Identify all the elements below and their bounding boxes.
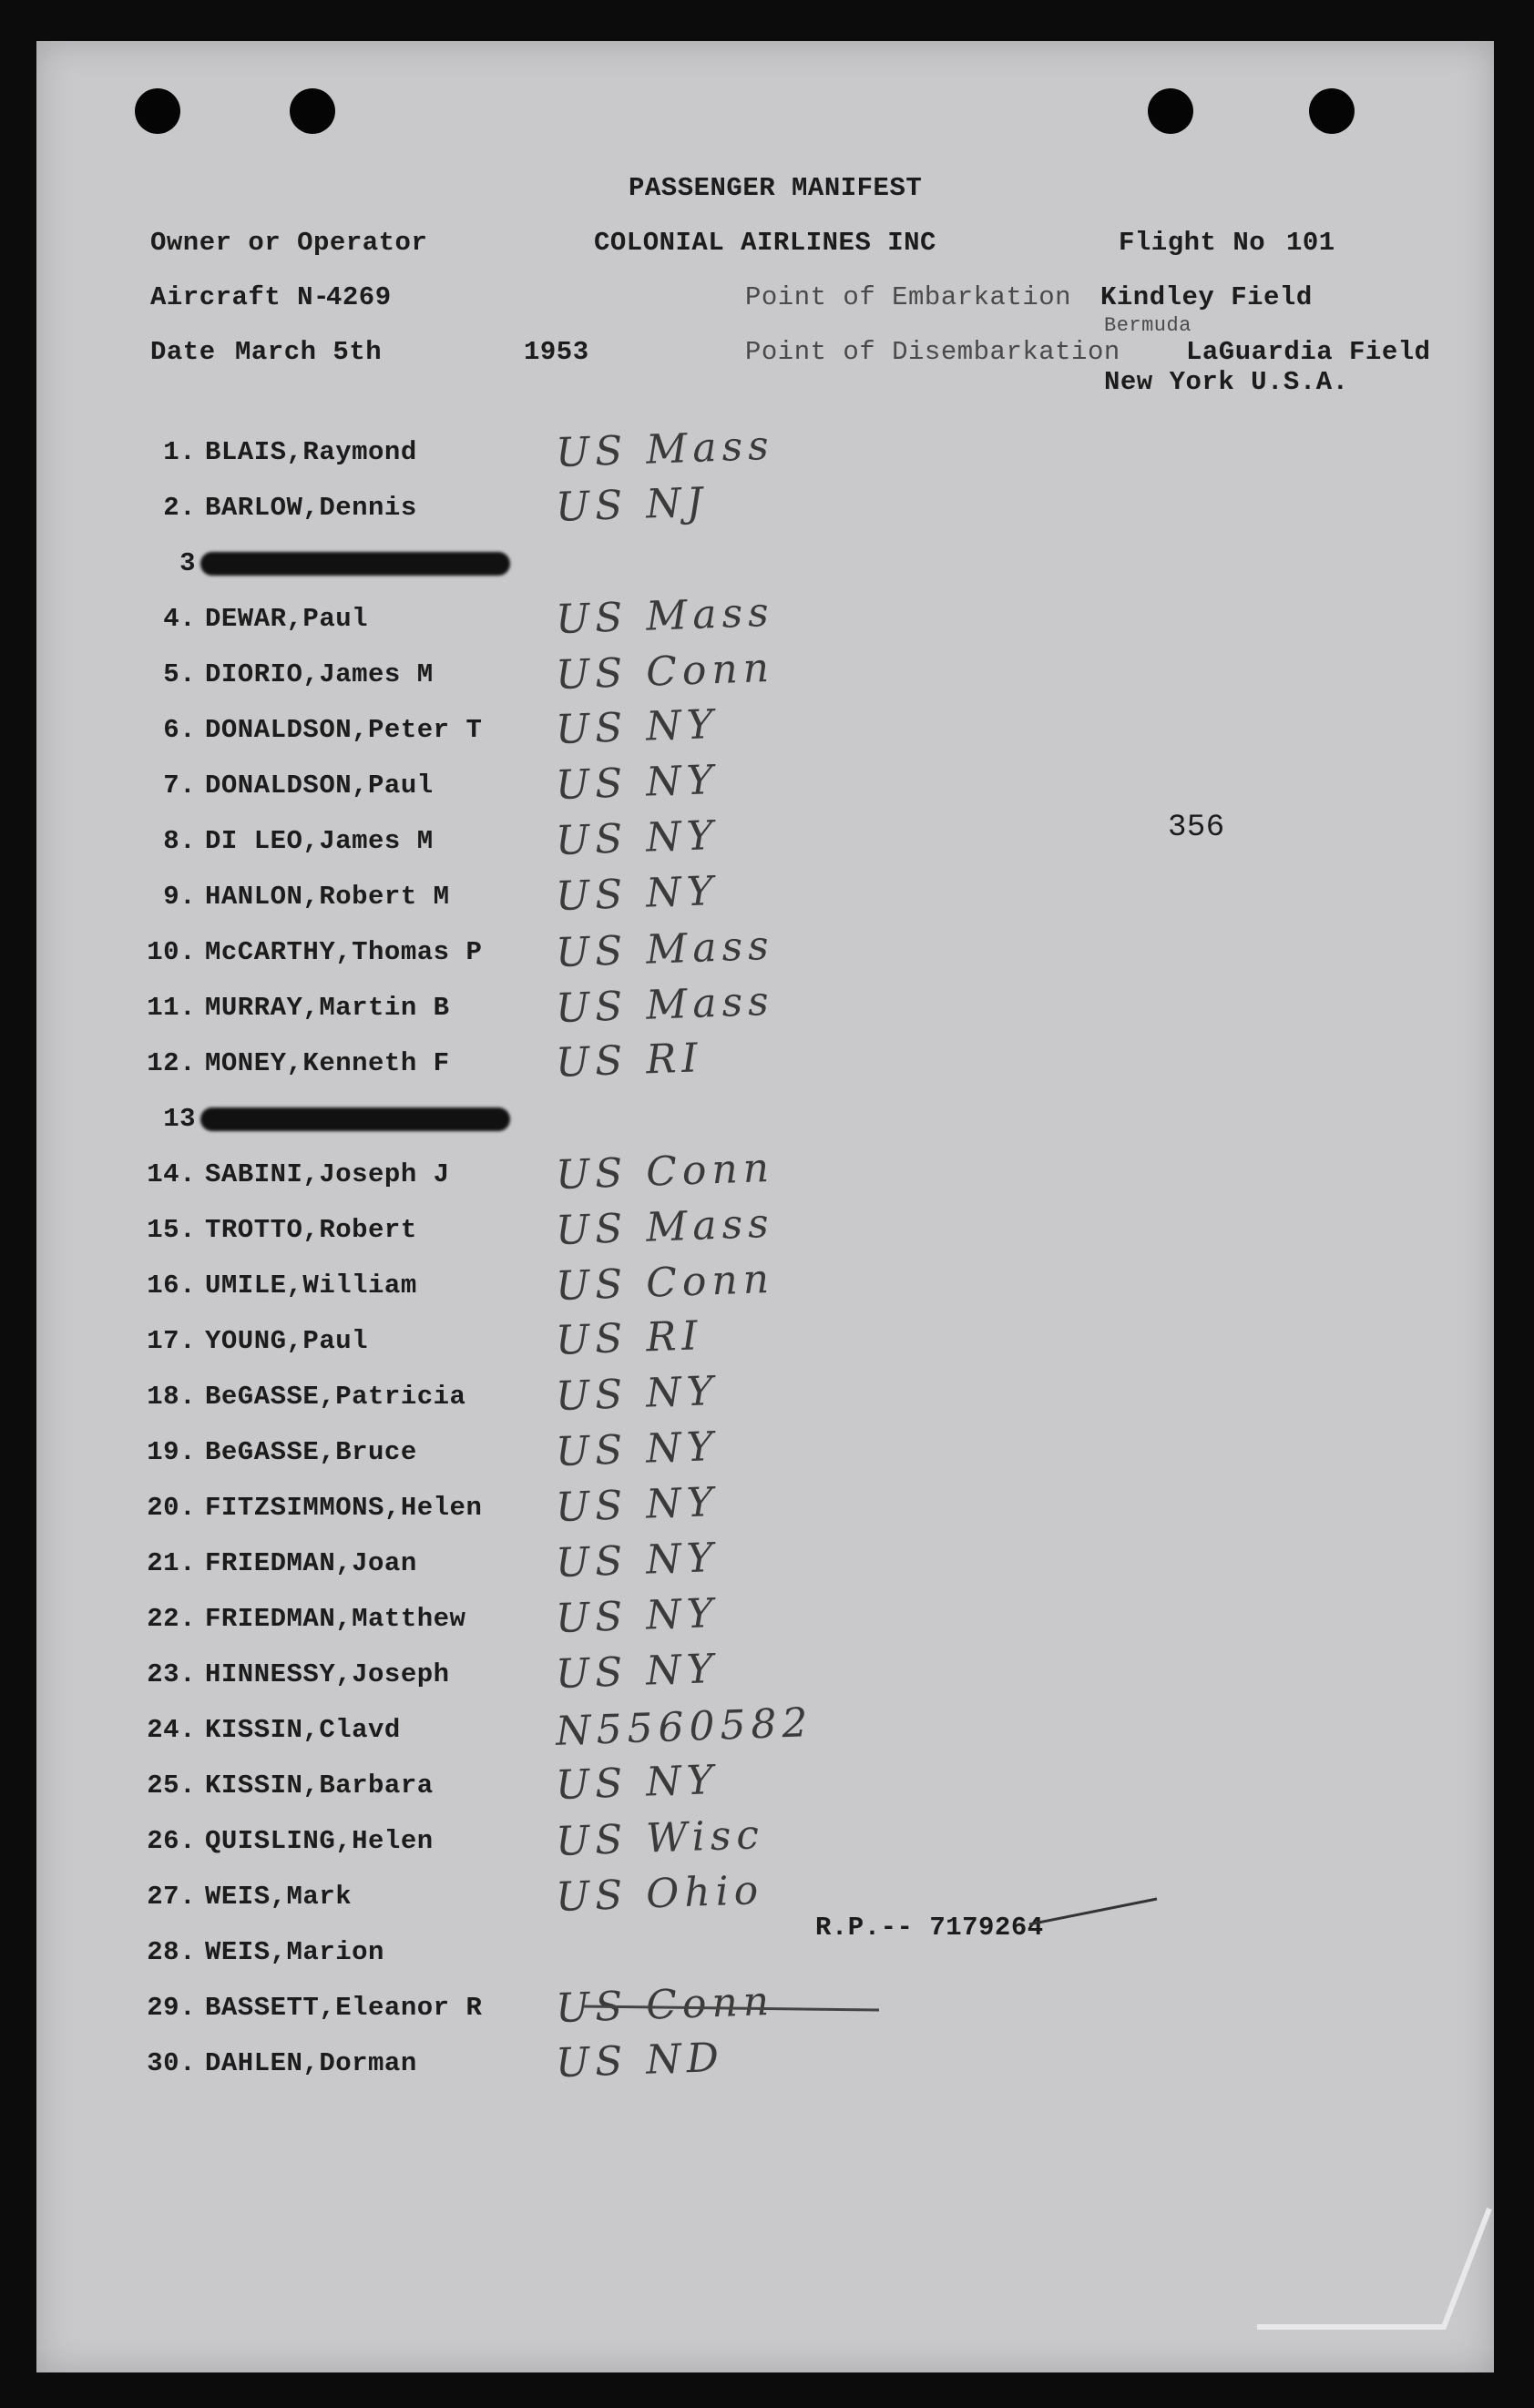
handwritten-nationality: US Mass — [555, 977, 775, 1033]
disembarkation-region: New York U.S.A. — [1104, 367, 1349, 397]
year-value: 1953 — [524, 337, 589, 367]
handwritten-nationality: US NY — [555, 1423, 720, 1476]
passenger-name: YOUNG,Paul — [205, 1326, 369, 1356]
passenger-name: FRIEDMAN,Matthew — [205, 1604, 466, 1634]
passenger-number: 23. — [147, 1659, 196, 1689]
passenger-number: 17. — [147, 1326, 196, 1356]
pen-marks — [36, 41, 1494, 2372]
operator-name: COLONIAL AIRLINES INC — [594, 228, 936, 258]
passenger-name: KISSIN,Barbara — [205, 1770, 434, 1801]
passenger-number: 14. — [147, 1159, 196, 1189]
passenger-number: 28. — [147, 1937, 196, 1967]
passenger-number: 29. — [147, 1993, 196, 2023]
passenger-name: MONEY,Kenneth F — [205, 1048, 450, 1078]
passenger-number: 3 — [179, 548, 196, 578]
passenger-number: 11. — [147, 993, 196, 1023]
handwritten-nationality: US Wisc — [555, 1811, 765, 1865]
handwritten-nationality: US Mass — [555, 1199, 775, 1255]
passenger-number: 22. — [147, 1604, 196, 1634]
passenger-name: BARLOW,Dennis — [205, 493, 417, 523]
handwritten-nationality: US NY — [555, 1367, 720, 1421]
manifest-title: PASSENGER MANIFEST — [629, 173, 923, 203]
passenger-number: 15. — [147, 1215, 196, 1245]
passenger-name: FITZSIMMONS,Helen — [205, 1493, 483, 1523]
owner-label: Owner or Operator — [150, 228, 428, 258]
passenger-name: QUISLING,Helen — [205, 1826, 434, 1856]
handwritten-nationality: US Conn — [555, 644, 775, 699]
page-number: 356 — [1168, 811, 1225, 845]
handwritten-nationality: US Mass — [555, 588, 775, 644]
handwritten-nationality: US Mass — [555, 422, 775, 477]
manifest-page — [36, 41, 1494, 2372]
passenger-number: 12. — [147, 1048, 196, 1078]
handwritten-nationality: US NY — [555, 1756, 720, 1810]
passenger-number: 8. — [163, 826, 196, 856]
handwritten-nationality: US NJ — [555, 479, 710, 531]
passenger-number: 19. — [147, 1437, 196, 1467]
passenger-number: 6. — [163, 715, 196, 745]
disembarkation-place: LaGuardia Field — [1186, 337, 1431, 367]
passenger-name: DAHLEN,Dorman — [205, 2048, 417, 2078]
passenger-number: 16. — [147, 1270, 196, 1301]
passenger-name: DONALDSON,Paul — [205, 770, 434, 801]
handwritten-nationality: US NY — [555, 1645, 720, 1699]
passenger-name: WEIS,Marion — [205, 1937, 384, 1967]
passenger-name: UMILE,William — [205, 1270, 417, 1301]
handwritten-nationality: US Conn — [555, 1144, 775, 1199]
passenger-name: BLAIS,Raymond — [205, 437, 417, 467]
date-label: Date — [150, 337, 216, 367]
embarkation-region: Bermuda — [1104, 314, 1191, 337]
handwritten-nationality: US RI — [555, 1035, 704, 1087]
handwritten-nationality: US NY — [555, 1478, 720, 1532]
passenger-number: 7. — [163, 770, 196, 801]
passenger-number: 13 — [163, 1104, 196, 1134]
passenger-number: 20. — [147, 1493, 196, 1523]
handwritten-nationality: US NY — [555, 811, 720, 865]
passenger-name: BASSETT,Eleanor R — [205, 1993, 483, 2023]
passenger-name: DIORIO,James M — [205, 659, 434, 689]
passenger-number: 5. — [163, 659, 196, 689]
passenger-name: SABINI,Joseph J — [205, 1159, 450, 1189]
flight-number: 101 — [1286, 228, 1335, 258]
embarkation-place: Kindley Field — [1100, 282, 1313, 312]
passenger-name: DEWAR,Paul — [205, 604, 369, 634]
passenger-number: 18. — [147, 1382, 196, 1412]
handwritten-nationality: US Mass — [555, 922, 775, 977]
passenger-name: HANLON,Robert M — [205, 882, 450, 912]
passenger-number: 26. — [147, 1826, 196, 1856]
passenger-name: MURRAY,Martin B — [205, 993, 450, 1023]
passenger-number: 27. — [147, 1882, 196, 1912]
handwritten-nationality: US Conn — [555, 1255, 775, 1311]
passenger-number: 21. — [147, 1548, 196, 1578]
passenger-name: HINNESSY,Joseph — [205, 1659, 450, 1689]
handwritten-nationality: US Conn — [555, 1977, 775, 2033]
aircraft-label: Aircraft N- — [150, 282, 330, 312]
passenger-name: McCARTHY,Thomas P — [205, 937, 483, 967]
aircraft-number: 4269 — [326, 282, 392, 312]
passenger-name: BeGASSE,Patricia — [205, 1382, 466, 1412]
date-value: March 5th — [235, 337, 383, 367]
passenger-number: 1. — [163, 437, 196, 467]
passenger-name: DI LEO,James M — [205, 826, 434, 856]
passenger-number: 30. — [147, 2048, 196, 2078]
handwritten-nationality: US Ohio — [555, 1867, 765, 1921]
passenger-name: DONALDSON,Peter T — [205, 715, 483, 745]
passenger-number: 25. — [147, 1770, 196, 1801]
flight-label: Flight No — [1119, 228, 1266, 258]
passenger-number: 4. — [163, 604, 196, 634]
passenger-name: KISSIN,Clavd — [205, 1715, 401, 1745]
passenger-name: BeGASSE,Bruce — [205, 1437, 417, 1467]
handwritten-nationality: US ND — [555, 2034, 725, 2087]
handwritten-nationality: US NY — [555, 756, 720, 810]
disembarkation-label: Point of Disembarkation — [745, 337, 1120, 367]
passenger-name: FRIEDMAN,Joan — [205, 1548, 417, 1578]
passenger-number: 24. — [147, 1715, 196, 1745]
passenger-name: WEIS,Mark — [205, 1882, 353, 1912]
handwritten-nationality: US NY — [555, 1589, 720, 1643]
passenger-number: 2. — [163, 493, 196, 523]
passenger-number: 10. — [147, 937, 196, 967]
rp-note: R.P.-- 7179264 — [815, 1913, 1044, 1943]
handwritten-nationality: US NY — [555, 1534, 720, 1587]
passenger-name: TROTTO,Robert — [205, 1215, 417, 1245]
handwritten-nationality: US RI — [555, 1312, 704, 1364]
handwritten-nationality: US NY — [555, 700, 720, 754]
passenger-number: 9. — [163, 882, 196, 912]
embarkation-label: Point of Embarkation — [745, 282, 1072, 312]
handwritten-nationality: N5560582 — [555, 1699, 814, 1755]
handwritten-nationality: US NY — [555, 867, 720, 921]
